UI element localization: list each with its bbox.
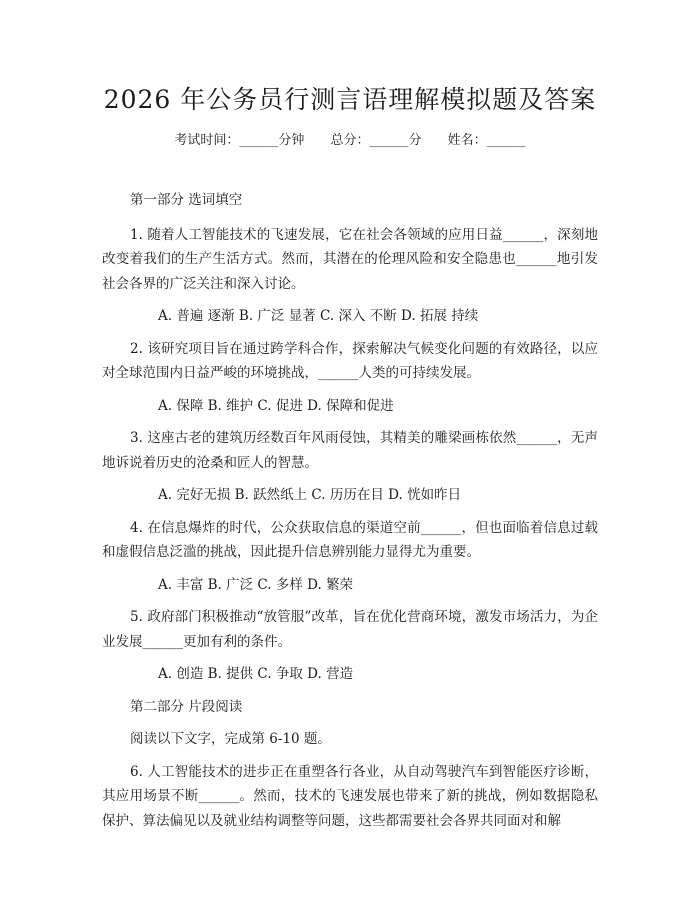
question-5: 5. 政府部门积极推动“放管服”改革，旨在优化营商环境，激发市场活力，为企业发展______更加有利的条件。 [102, 609, 598, 650]
question-1: 1. 随着人工智能技术的飞速发展，它在社会各领域的应用日益______，深刻地改变着我们的生产生活方式。然而，其潜在的伦理风险和安全隐患也______地引发社会各界的广泛关注和深入讨论。 [102, 226, 598, 292]
question-2-options: A. 保障 B. 维护 C. 促进 D. 保障和促进 [158, 397, 394, 414]
section-heading-part2: 第二部分 片段阅读 [130, 698, 243, 715]
question-5-options: A. 创造 B. 提供 C. 争取 D. 营造 [158, 666, 354, 682]
question-1-options: A. 普遍 逐渐 B. 广泛 显著 C. 深入 不断 D. 拓展 持续 [158, 308, 479, 324]
reading-instructions: 阅读以下文字，完成第 6-10 题。 [130, 731, 331, 747]
section-heading-part1: 第一部分 选词填空 [130, 192, 243, 208]
question-4-options: A. 丰富 B. 广泛 C. 多样 D. 繁荣 [158, 576, 354, 593]
exam-time-field: 考试时间：______分钟 [174, 133, 305, 148]
exam-info-line [0, 131, 700, 151]
document-title: 2026 年公务员行测言语理解模拟题及答案 [103, 85, 597, 114]
student-name-field: 姓名：______ [447, 133, 526, 148]
document-body [102, 188, 598, 833]
total-score-field: 总分：______分 [330, 133, 422, 148]
question-4: 4. 在信息爆炸的时代，公众获取信息的渠道空前______，但也面临着信息过载和虚假信息泛滥的挑战，因此提升信息辨别能力显得尤为重要。 [102, 519, 598, 560]
question-3-options: A. 完好无损 B. 跃然纸上 C. 历历在目 D. 恍如昨日 [158, 487, 462, 503]
reading-passage-6: 6. 人工智能技术的进步正在重塑各行各业，从自动驾驶汽车到智能医疗诊断，其应用场景不断______。然而，技术的飞速发展也带来了新的挑战，例如数据隐私保护、算法偏见以及就业结构调整等问题，这些都需要社会各界共同面对和解 [102, 763, 598, 829]
question-3: 3. 这座古老的建筑历经数百年风雨侵蚀，其精美的雕梁画栋依然______，无声地诉说着历史的沧桑和匠人的智慧。 [102, 430, 598, 471]
question-2: 2. 该研究项目旨在通过跨学科合作，探索解决气候变化问题的有效路径，以应对全球范围内日益严峻的环境挑战，______人类的可持续发展。 [102, 340, 598, 381]
